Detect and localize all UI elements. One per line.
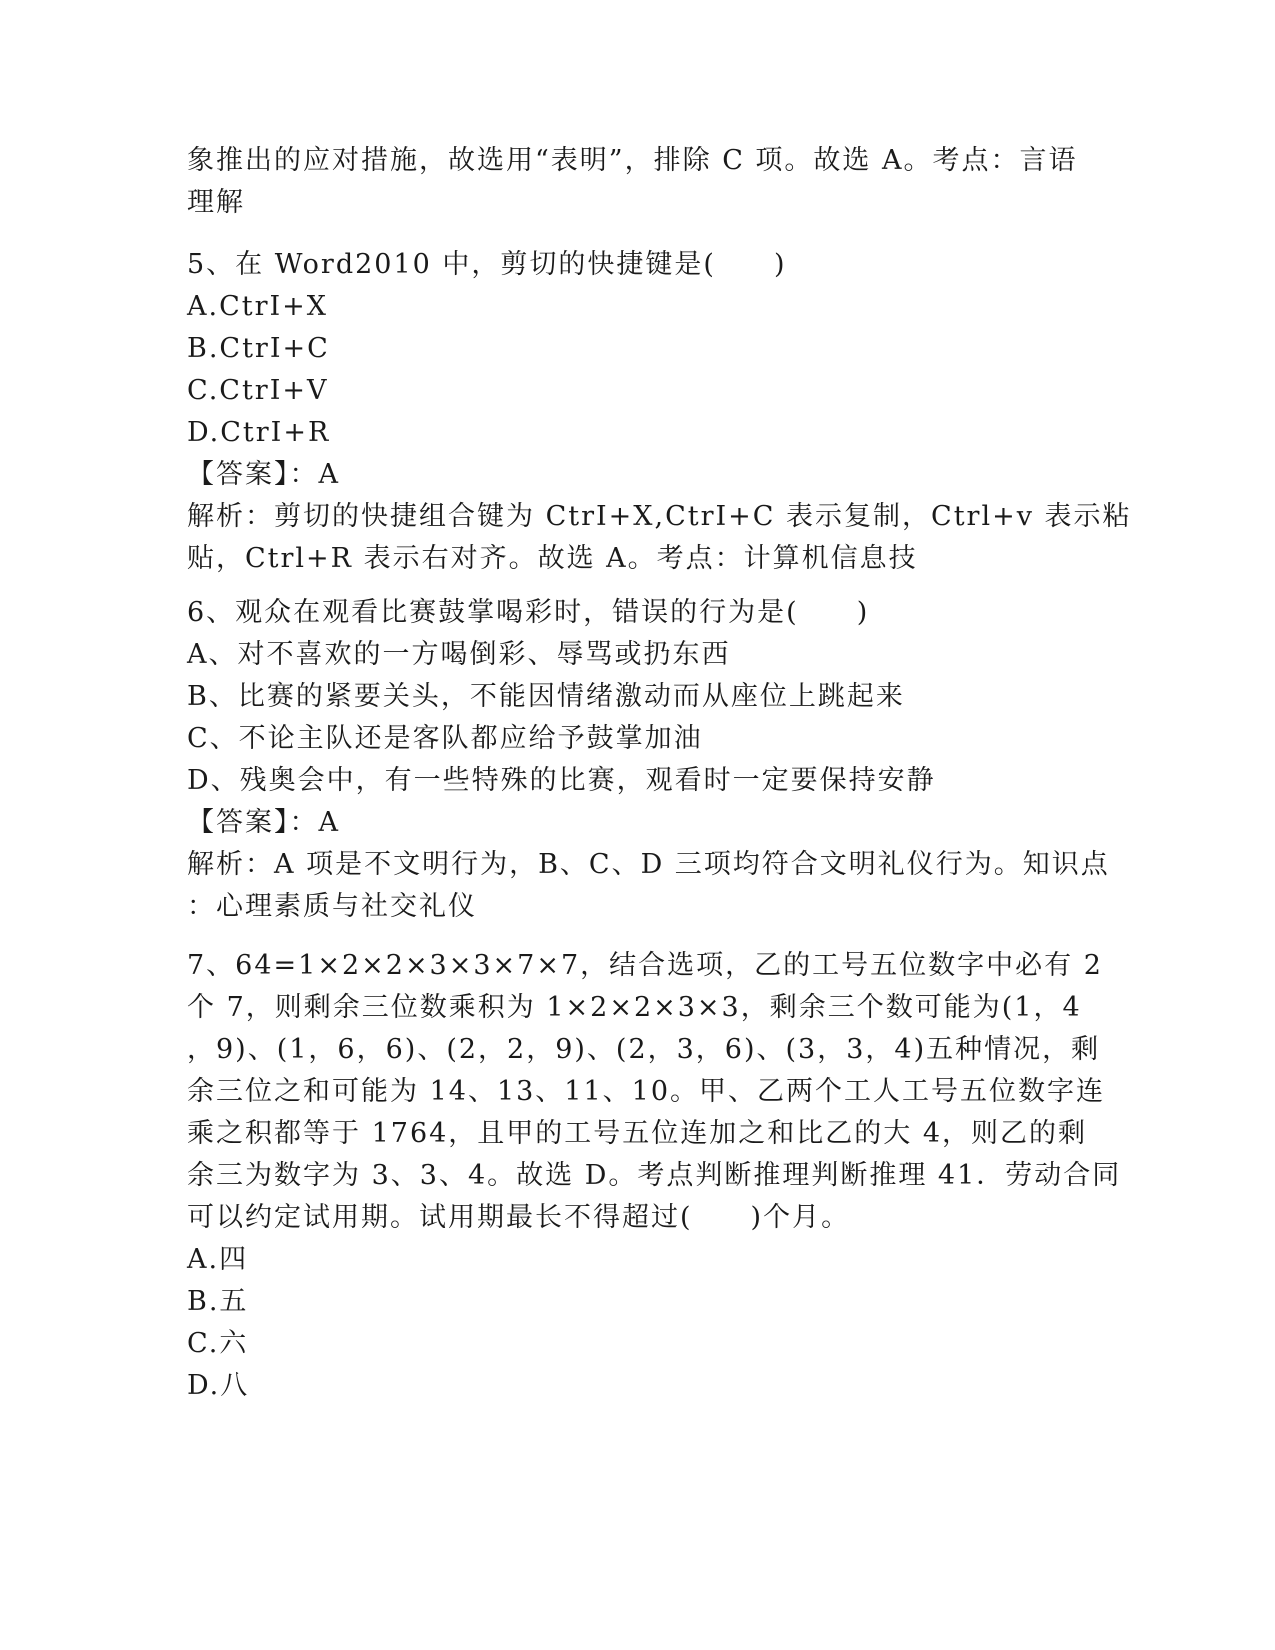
question-text-line: 可以约定试用期。试用期最长不得超过( )个月。 [187, 1202, 851, 1233]
question-5 [187, 244, 1132, 580]
option-b: B.CtrI+C [187, 333, 330, 364]
intro-line: 象推出的应对措施，故选用“表明”，排除 C 项。故选 A。考点：言语 [187, 145, 1078, 176]
question-text-line: ，9)、(1，6，6)、(2，2，9)、(2，3，6)、(3，3，4)五种情况，剩 [187, 1034, 1101, 1065]
question-text-line: 余三位之和可能为 14、13、11、10。甲、乙两个工人工号五位数字连 [187, 1076, 1106, 1107]
option-b: B、比赛的紧要关头，不能因情绪激动而从座位上跳起来 [187, 681, 905, 712]
option-a: A.四 [187, 1244, 249, 1275]
analysis-line: 解析：剪切的快捷组合键为 CtrI+X,CtrI+C 表示复制，Ctrl+v 表示粘 [187, 501, 1132, 532]
option-c: C.CtrI+V [187, 375, 329, 406]
option-c: C.六 [187, 1328, 249, 1359]
answer-line: 【答案】：A [187, 459, 340, 490]
option-a: A.CtrI+X [187, 291, 329, 322]
question-text-line: 余三为数字为 3、3、4。故选 D。考点判断推理判断推理 41．劳动合同 [187, 1160, 1122, 1191]
question-6 [187, 592, 1110, 928]
option-c: C、不论主队还是客队都应给予鼓掌加油 [187, 723, 703, 754]
intro-paragraph [187, 140, 1087, 224]
analysis-line: 贴，Ctrl+R 表示右对齐。故选 A。考点：计算机信息技 [187, 543, 918, 574]
question-text-line: 7、64=1×2×2×3×3×7×7，结合选项，乙的工号五位数字中必有 2 [187, 950, 1103, 981]
question-stem: 5、在 Word2010 中，剪切的快捷键是( ) [187, 249, 787, 280]
question-7 [187, 945, 1122, 1407]
question-stem: 6、观众在观看比赛鼓掌喝彩时，错误的行为是( ) [187, 597, 870, 628]
question-text-line: 个 7，则剩余三位数乘积为 1×2×2×3×3，剩余三个数可能为(1，4 [187, 992, 1082, 1023]
option-d: D、残奥会中，有一些特殊的比赛，观看时一定要保持安静 [187, 765, 936, 796]
answer-line: 【答案】：A [187, 807, 340, 838]
option-d: D.八 [187, 1370, 250, 1401]
intro-line: 理解 [187, 187, 245, 218]
option-a: A、对不喜欢的一方喝倒彩、辱骂或扔东西 [187, 639, 731, 670]
analysis-line: ：心理素质与社交礼仪 [187, 891, 477, 922]
option-b: B.五 [187, 1286, 249, 1317]
analysis-line: 解析：A 项是不文明行为，B、C、D 三项均符合文明礼仪行为。知识点 [187, 849, 1110, 880]
question-text-line: 乘之积都等于 1764，且甲的工号五位连加之和比乙的大 4，则乙的剩 [187, 1118, 1088, 1149]
option-d: D.CtrI+R [187, 417, 331, 448]
